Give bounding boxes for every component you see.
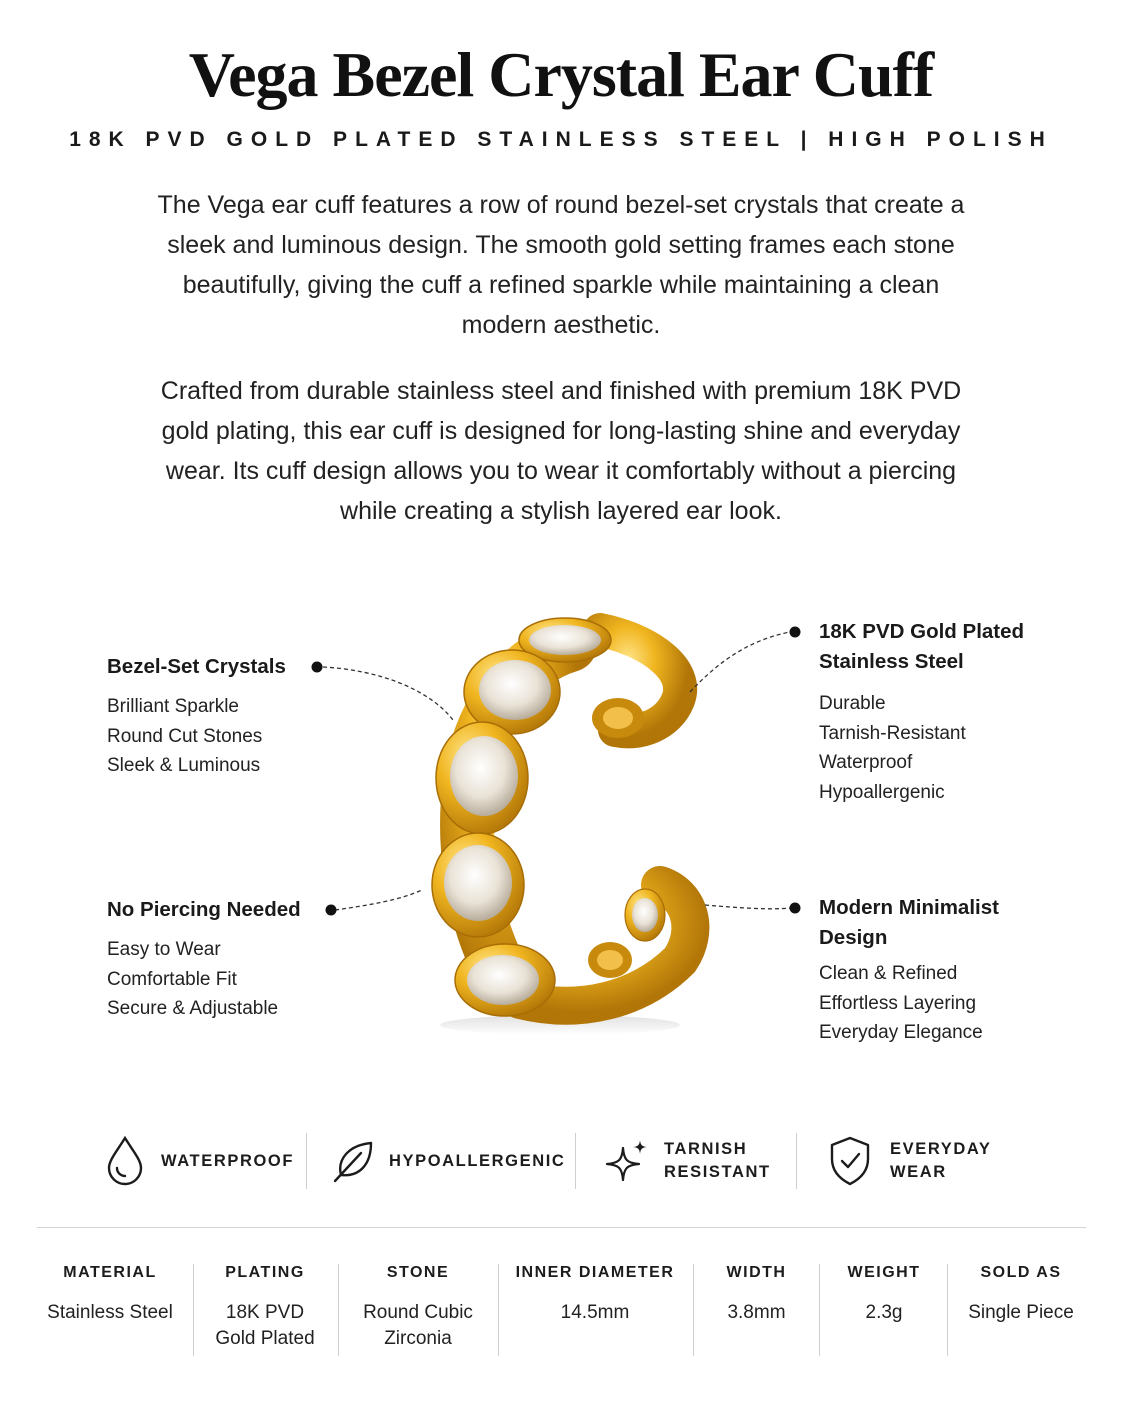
badge-waterproof — [105, 1132, 294, 1190]
spec-value: 2.3g — [865, 1302, 903, 1323]
feature-title: No Piercing Needed — [107, 898, 301, 921]
feature-item: Comfortable Fit — [107, 968, 237, 990]
water-drop-icon — [105, 1135, 145, 1187]
spec-width — [700, 1264, 813, 1326]
product-subtitle: 18K PVD GOLD PLATED STAINLESS STEEL | HIGH POLISH — [69, 128, 1053, 151]
badge-divider — [306, 1133, 307, 1189]
feature-item: Everyday Elegance — [819, 1022, 983, 1043]
feature-modern-minimalist-design — [819, 893, 1059, 1048]
spec-divider — [193, 1264, 194, 1356]
spec-divider — [498, 1264, 499, 1356]
badge-label: TARNISH RESISTANT — [664, 1140, 771, 1181]
badge-label: EVERYDAY WEAR — [890, 1140, 992, 1181]
spec-label: SOLD AS — [980, 1264, 1062, 1281]
section-divider — [37, 1227, 1086, 1228]
cuff-end-top-inner — [603, 707, 633, 729]
badge-hypoallergenic — [333, 1132, 565, 1190]
feature-title: Modern Minimalist Design — [819, 896, 999, 949]
spec-value: Round Cubic Zirconia — [363, 1302, 473, 1349]
badge-divider — [796, 1133, 797, 1189]
feature-item: Hypoallergenic — [819, 781, 945, 803]
badge-tarnish-resistant — [605, 1132, 774, 1190]
spec-label: PLATING — [225, 1264, 305, 1281]
feature-item: Clean & Refined — [819, 963, 958, 984]
badge-label: HYPOALLERGENIC — [389, 1151, 566, 1170]
feature-item: Effortless Layering — [819, 992, 977, 1014]
feature-no-piercing-needed — [107, 895, 337, 1024]
sparkle-icon — [605, 1138, 649, 1184]
spec-value: 14.5mm — [560, 1302, 630, 1323]
feature-title: Bezel-Set Crystals — [107, 655, 286, 678]
spec-divider — [819, 1264, 820, 1356]
feature-item: Brilliant Sparkle — [107, 696, 239, 717]
badge-label: WATERPROOF — [161, 1151, 295, 1170]
spec-value: Stainless Steel — [47, 1302, 173, 1323]
feature-list — [819, 689, 1059, 807]
spec-divider — [338, 1264, 339, 1356]
feature-gold-plated-steel — [819, 617, 1059, 807]
spec-value: Single Piece — [968, 1302, 1074, 1323]
feature-title: 18K PVD Gold Plated Stainless Steel — [819, 620, 1025, 673]
feature-item: Waterproof — [819, 752, 913, 773]
feature-item: Sleek & Luminous — [107, 755, 261, 776]
feature-list — [107, 692, 337, 781]
feature-list — [107, 935, 337, 1024]
spec-label: WIDTH — [726, 1264, 787, 1281]
feature-item: Round Cut Stones — [107, 725, 263, 747]
badge-everyday-wear — [828, 1132, 1000, 1190]
description-paragraph-2: Crafted from durable stainless steel and finished with premium 18K PVD gold plating, this ear cuff is designed for long-lasting shine and everyday wear. Its cuff design allows you to wear it comfortably without a piercing while creating a stylish layered ear look. — [160, 377, 962, 525]
feature-item: Secure & Adjustable — [107, 998, 279, 1019]
spec-label: STONE — [386, 1264, 450, 1281]
spec-value: 3.8mm — [727, 1302, 786, 1323]
feature-list — [819, 959, 1059, 1048]
spec-sold-as — [953, 1264, 1089, 1326]
feature-item: Tarnish-Resistant — [819, 722, 966, 744]
spec-material — [37, 1264, 183, 1326]
product-title: Vega Bezel Crystal Ear Cuff — [188, 39, 934, 110]
spec-plating — [200, 1264, 330, 1352]
spec-weight — [825, 1264, 943, 1326]
spec-label: MATERIAL — [63, 1264, 157, 1281]
spec-stone — [345, 1264, 491, 1352]
badge-divider — [575, 1133, 576, 1189]
spec-inner-diameter — [505, 1264, 685, 1326]
shield-check-icon — [828, 1135, 872, 1187]
feature-bezel-set-crystals — [107, 652, 337, 781]
cuff-end-bottom-inner — [597, 950, 623, 970]
spec-label: INNER DIAMETER — [515, 1264, 675, 1281]
spec-value: 18K PVD Gold Plated — [215, 1302, 315, 1349]
feature-item: Easy to Wear — [107, 939, 221, 960]
spec-divider — [693, 1264, 694, 1356]
leaf-icon — [333, 1139, 375, 1183]
spec-label: WEIGHT — [847, 1264, 921, 1281]
feature-item: Durable — [819, 693, 886, 714]
description-paragraph-1: The Vega ear cuff features a row of round bezel-set crystals that create a sleek and luminous design. The smooth gold setting frames each stone beautifully, giving the cuff a refined sparkle while maintaining a clean modern aesthetic. — [157, 191, 965, 339]
spec-divider — [947, 1264, 948, 1356]
